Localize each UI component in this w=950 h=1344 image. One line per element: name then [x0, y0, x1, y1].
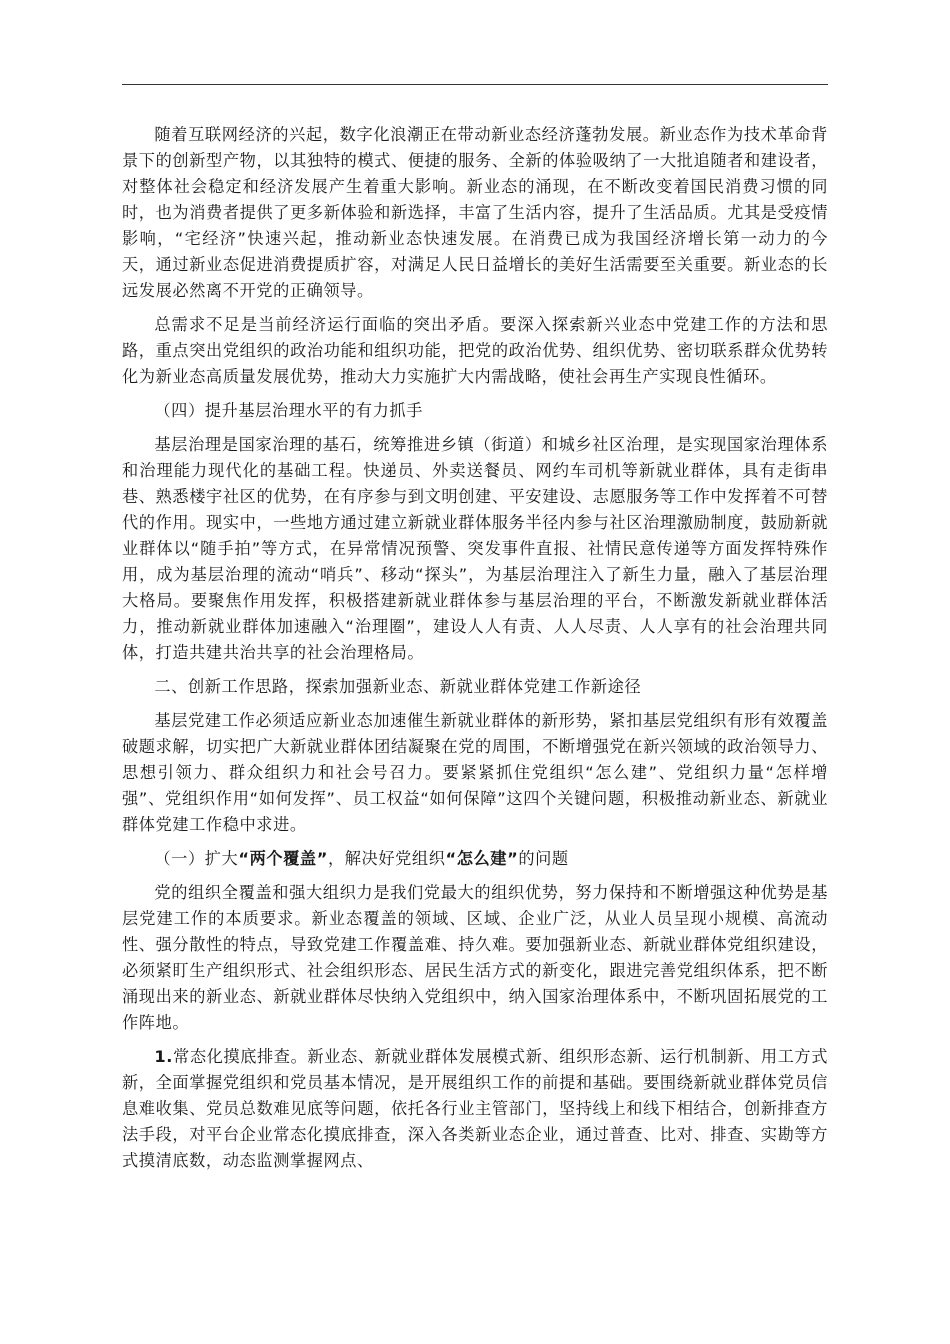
- paragraph-organization-coverage: 党的组织全覆盖和强大组织力是我们党最大的组织优势，努力保持和不断增强这种优势是基层党建工作的本质要求。新业态覆盖的领域、区域、企业广泛，从业人员呈现小规模、高流动性、强分散性的特点，导致党建工作覆盖难、持久难。要加强新业态、新就业群体党组织建设，必须紧盯生产组织形式、社会组织形态、居民生活方式的新变化，跟进完善党组织体系，把不断涌现出来的新业态、新就业群体尽快纳入党组织中，纳入国家治理体系中，不断巩固拓展党的工作阵地。: [122, 883, 828, 1032]
- paragraph-party-building: 基层党建工作必须适应新业态加速催生新就业群体的新形势，紧扣基层党组织有形有效覆盖破题求解，切实把广大新就业群体团结凝聚在党的周围，不断增强党在新兴领域的政治领导力、思想引领力、群众组织力和社会号召力。要紧紧抓住党组织“怎么建”、党组织力量“怎样增强”、党组织作用“如何发挥”、员工权益“如何保障”这四个关键问题，积极推动新业态、新就业群体党建工作稳中求进。: [122, 711, 828, 834]
- header-rule: [122, 84, 828, 85]
- heading-expand-coverage: [122, 846, 828, 872]
- heading-grassroots-governance: （四）提升基层治理水平的有力抓手: [154, 401, 423, 420]
- paragraph-demand: 总需求不足是当前经济运行面临的突出矛盾。要深入探索新兴业态中党建工作的方法和思路，重点突出党组织的政治功能和组织功能，把党的政治优势、组织优势、密切联系群众优势转化为新业态高质量发展优势，推动大力实施扩大内需战略，使社会再生产实现良性循环。: [122, 315, 828, 386]
- heading-section-two: 二、创新工作思路，探索加强新业态、新就业群体党建工作新途径: [154, 677, 642, 696]
- heading-bold-two-coverages: “两个覆盖”: [238, 849, 328, 868]
- paragraph-new-economy: 随着互联网经济的兴起，数字化浪潮正在带动新业态经济蓬勃发展。新业态作为技术革命背景下的创新型产物，以其独特的模式、便捷的服务、全新的体验吸纳了一大批追随者和建设者，对整体社会稳定和经济发展产生着重大影响。新业态的涌现，在不断改变着国民消费习惯的同时，也为消费者提供了更多新体验和新选择，丰富了生活内容，提升了生活品质。尤其是受疫情影响，“宅经济”快速兴起，推动新业态快速发展。在消费已成为我国经济增长第一动力的今天，通过新业态促进消费提质扩容，对满足人民日益增长的美好生活需要至关重要。新业态的长远发展必然离不开党的正确领导。: [122, 125, 828, 300]
- paragraph-routine-survey: [122, 1044, 828, 1174]
- heading-prefix: （一）扩大: [154, 849, 239, 868]
- heading-suffix: 的问题: [518, 849, 569, 868]
- heading-middle: ，解决好党组织: [327, 849, 446, 868]
- list-item-text: 常态化摸底排查。新业态、新就业群体发展模式新、组织形态新、运行机制新、用工方式新，全面掌握党组织和党员基本情况，是开展组织工作的前提和基础。要围绕新就业群体党员信息难收集、党员总数难见底等问题，依托各行业主管部门，坚持线上和线下相结合，创新排查方法手段，对平台企业常态化摸底排查，深入各类新业态企业，通过普查、比对、排查、实勘等方式摸清底数，动态监测掌握网点、: [122, 1047, 828, 1170]
- heading-bold-how-to-build: “怎么建”: [445, 849, 519, 868]
- paragraph-grassroots-governance: 基层治理是国家治理的基石，统筹推进乡镇（街道）和城乡社区治理，是实现国家治理体系和治理能力现代化的基础工程。快递员、外卖送餐员、网约车司机等新就业群体，具有走街串巷、熟悉楼宇社区的优势，在有序参与到文明创建、平安建设、志愿服务等工作中发挥着不可替代的作用。现实中，一些地方通过建立新就业群体服务半径内参与社区治理激励制度，鼓励新就业群体以“随手拍”等方式，在异常情况预警、突发事件直报、社情民意传递等方面发挥特殊作用，成为基层治理的流动“哨兵”、移动“探头”，为基层治理注入了新生力量，融入了基层治理大格局。要聚焦作用发挥，积极搭建新就业群体参与基层治理的平台，不断激发新就业群体活力，推动新就业群体加速融入“治理圈”，建设人人有责、人人尽责、人人享有的社会治理共同体，打造共建共治共享的社会治理格局。: [122, 435, 828, 662]
- list-item-number: 1.: [154, 1047, 174, 1066]
- document-body: [122, 122, 828, 1182]
